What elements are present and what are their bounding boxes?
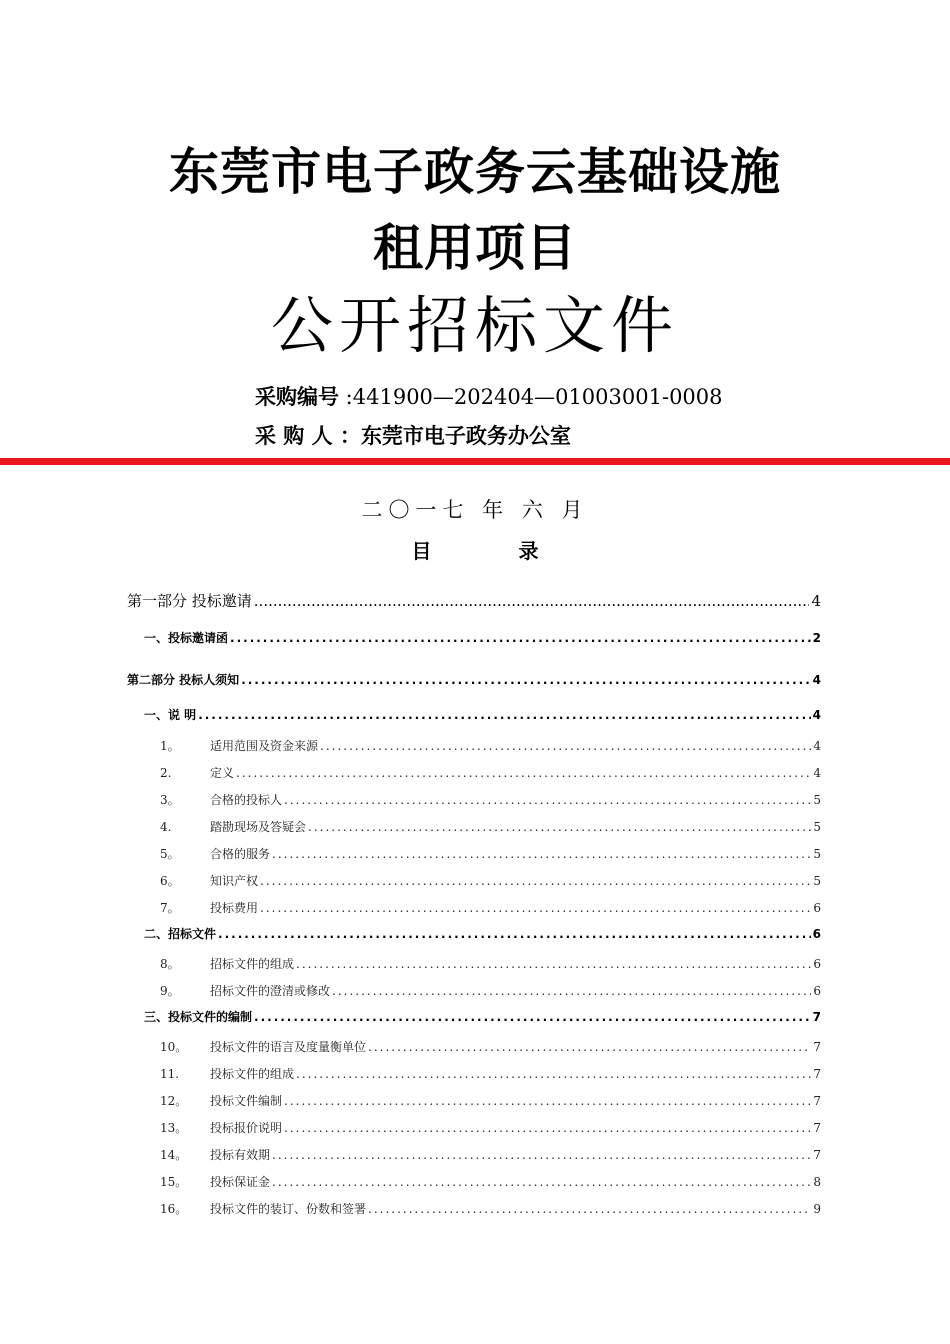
toc-entry-page: 4 [813,739,821,753]
red-divider [0,458,950,465]
document-date: 二〇一七 年 六 月 [361,498,589,522]
toc-leader [236,766,811,780]
toc-leader [284,793,811,807]
toc-entry-page: 4 [812,673,821,687]
document-title-line2: 租用项目 [373,219,577,277]
toc-title: 目 录 [411,539,579,563]
toc-entry-text: 知识产权 [210,874,259,888]
procurement-number [255,381,723,411]
toc-entry[interactable] [160,872,821,889]
toc-leader [368,1040,811,1054]
toc-leader [284,1121,811,1135]
toc-leader [272,847,811,861]
toc-entry-page: 4 [812,708,821,722]
toc-entry-text: 踏勘现场及答疑会 [210,820,307,834]
document-title-line3: 公开招标文件 [270,289,679,362]
toc-entry-number: 15。 [160,1175,188,1189]
toc-leader [308,820,811,834]
toc-leader [254,592,810,610]
toc-entry-text: 投标有效期 [210,1148,271,1162]
toc-leader [198,708,810,722]
toc-entry-text: 招标文件的组成 [210,957,295,971]
toc-entry-text: 投标报价说明 [210,1121,283,1135]
toc-leader [241,673,810,687]
toc-entry-page: 5 [813,847,821,861]
toc-leader [296,957,811,971]
toc-entry-number: 4. [160,820,172,834]
toc-leader [218,927,811,941]
toc-entry-number: 3。 [160,793,180,807]
toc-leader [230,631,811,645]
toc-entry-number: 7。 [160,901,180,915]
document-title-line1: 东莞市电子政务云基础设施 [169,143,781,201]
procurement-number-value: :441900—202404—01003001-0008 [339,385,723,409]
toc-entry[interactable] [144,925,821,942]
toc-entry[interactable] [160,764,821,781]
toc-entry-number: 8。 [160,957,180,971]
toc-leader [260,874,811,888]
purchaser-label: 采 购 人 ： [255,424,361,448]
toc-entry-text: 一、说 明 [144,708,197,722]
toc-leader [272,1175,811,1189]
toc-entry[interactable] [160,982,821,999]
toc-entry[interactable] [160,818,821,835]
toc-entry[interactable] [160,899,821,916]
toc-entry[interactable] [144,706,821,723]
toc-entry-number: 12。 [160,1094,188,1108]
purchaser [255,420,571,450]
toc-entry-page: 2 [812,631,821,645]
toc-leader [332,984,811,998]
toc-entry-page: 6 [813,984,821,998]
toc-entry-number: 1。 [160,739,180,753]
toc-entry-text: 投标保证金 [210,1175,271,1189]
toc-entry[interactable] [160,737,821,754]
toc-entry-number: 6。 [160,874,180,888]
toc-entry-text: 招标文件的澄清或修改 [210,984,331,998]
toc-entry-text: 第二部分 投标人须知 [127,673,240,687]
toc-leader [320,739,811,753]
toc-entry[interactable] [160,1119,821,1136]
toc-entry[interactable] [160,1065,821,1082]
toc-entry[interactable] [160,1092,821,1109]
toc-leader [284,1094,811,1108]
toc-entry-text: 投标文件编制 [210,1094,283,1108]
toc-entry-page: 9 [813,1202,821,1216]
purchaser-value: 东莞市电子政务办公室 [360,424,571,448]
toc-entry-text: 投标费用 [210,901,259,915]
toc-entry-number: 10。 [160,1040,188,1054]
toc-entry[interactable] [160,1038,821,1055]
toc-entry-number: 2. [160,766,172,780]
toc-entry-text: 合格的服务 [210,847,271,861]
toc-entry-text: 定义 [210,766,235,780]
toc-entry-number: 13。 [160,1121,188,1135]
toc-entry-page: 5 [813,793,821,807]
toc-entry-page: 7 [813,1094,821,1108]
toc-entry-number: 9。 [160,984,180,998]
toc-entry-text: 二、招标文件 [144,927,217,941]
toc-entry-page: 7 [813,1040,821,1054]
toc-entry-text: 合格的投标人 [210,793,283,807]
toc-leader [260,901,811,915]
toc-entry-page: 7 [812,1010,821,1024]
procurement-number-label: 采购编号 [255,385,339,409]
toc-entry-number: 11. [160,1067,180,1081]
toc-entry-number: 14。 [160,1148,188,1162]
toc-entry[interactable] [160,1173,821,1190]
toc-entry-text: 投标文件的语言及度量衡单位 [210,1040,367,1054]
toc-entry[interactable] [127,590,821,611]
toc-leader [296,1067,811,1081]
toc-leader [272,1148,811,1162]
toc-entry-page: 7 [813,1067,821,1081]
toc-leader [368,1202,811,1216]
toc-entry-text: 第一部分 投标邀请 [127,592,252,610]
toc-entry-number: 5。 [160,847,180,861]
toc-entry[interactable] [144,629,821,646]
toc-entry-page: 8 [813,1175,821,1189]
toc-entry-page: 7 [813,1121,821,1135]
toc-entry[interactable] [160,1200,821,1217]
toc-entry-page: 7 [813,1148,821,1162]
toc-entry-text: 适用范围及资金来源 [210,739,319,753]
toc-leader [254,1010,811,1024]
toc-entry[interactable] [160,845,821,862]
toc-entry-page: 4 [813,766,821,780]
toc-entry[interactable] [127,671,821,688]
toc-entry-page: 5 [813,820,821,834]
toc-entry-page: 4 [811,592,821,610]
toc-entry-page: 6 [813,901,821,915]
toc-entry-page: 6 [813,957,821,971]
toc-entry[interactable] [144,1008,821,1025]
toc-entry-page: 5 [813,874,821,888]
toc-entry-page: 6 [812,927,821,941]
toc-entry-number: 16。 [160,1202,188,1216]
toc-entry[interactable] [160,955,821,972]
toc-entry[interactable] [160,1146,821,1163]
toc-entry-text: 一、投标邀请函 [144,631,229,645]
toc-entry[interactable] [160,791,821,808]
toc-entry-text: 投标文件的装订、份数和签署 [210,1202,367,1216]
toc-entry-text: 三、投标文件的编制 [144,1010,253,1024]
toc-entry-text: 投标文件的组成 [210,1067,295,1081]
